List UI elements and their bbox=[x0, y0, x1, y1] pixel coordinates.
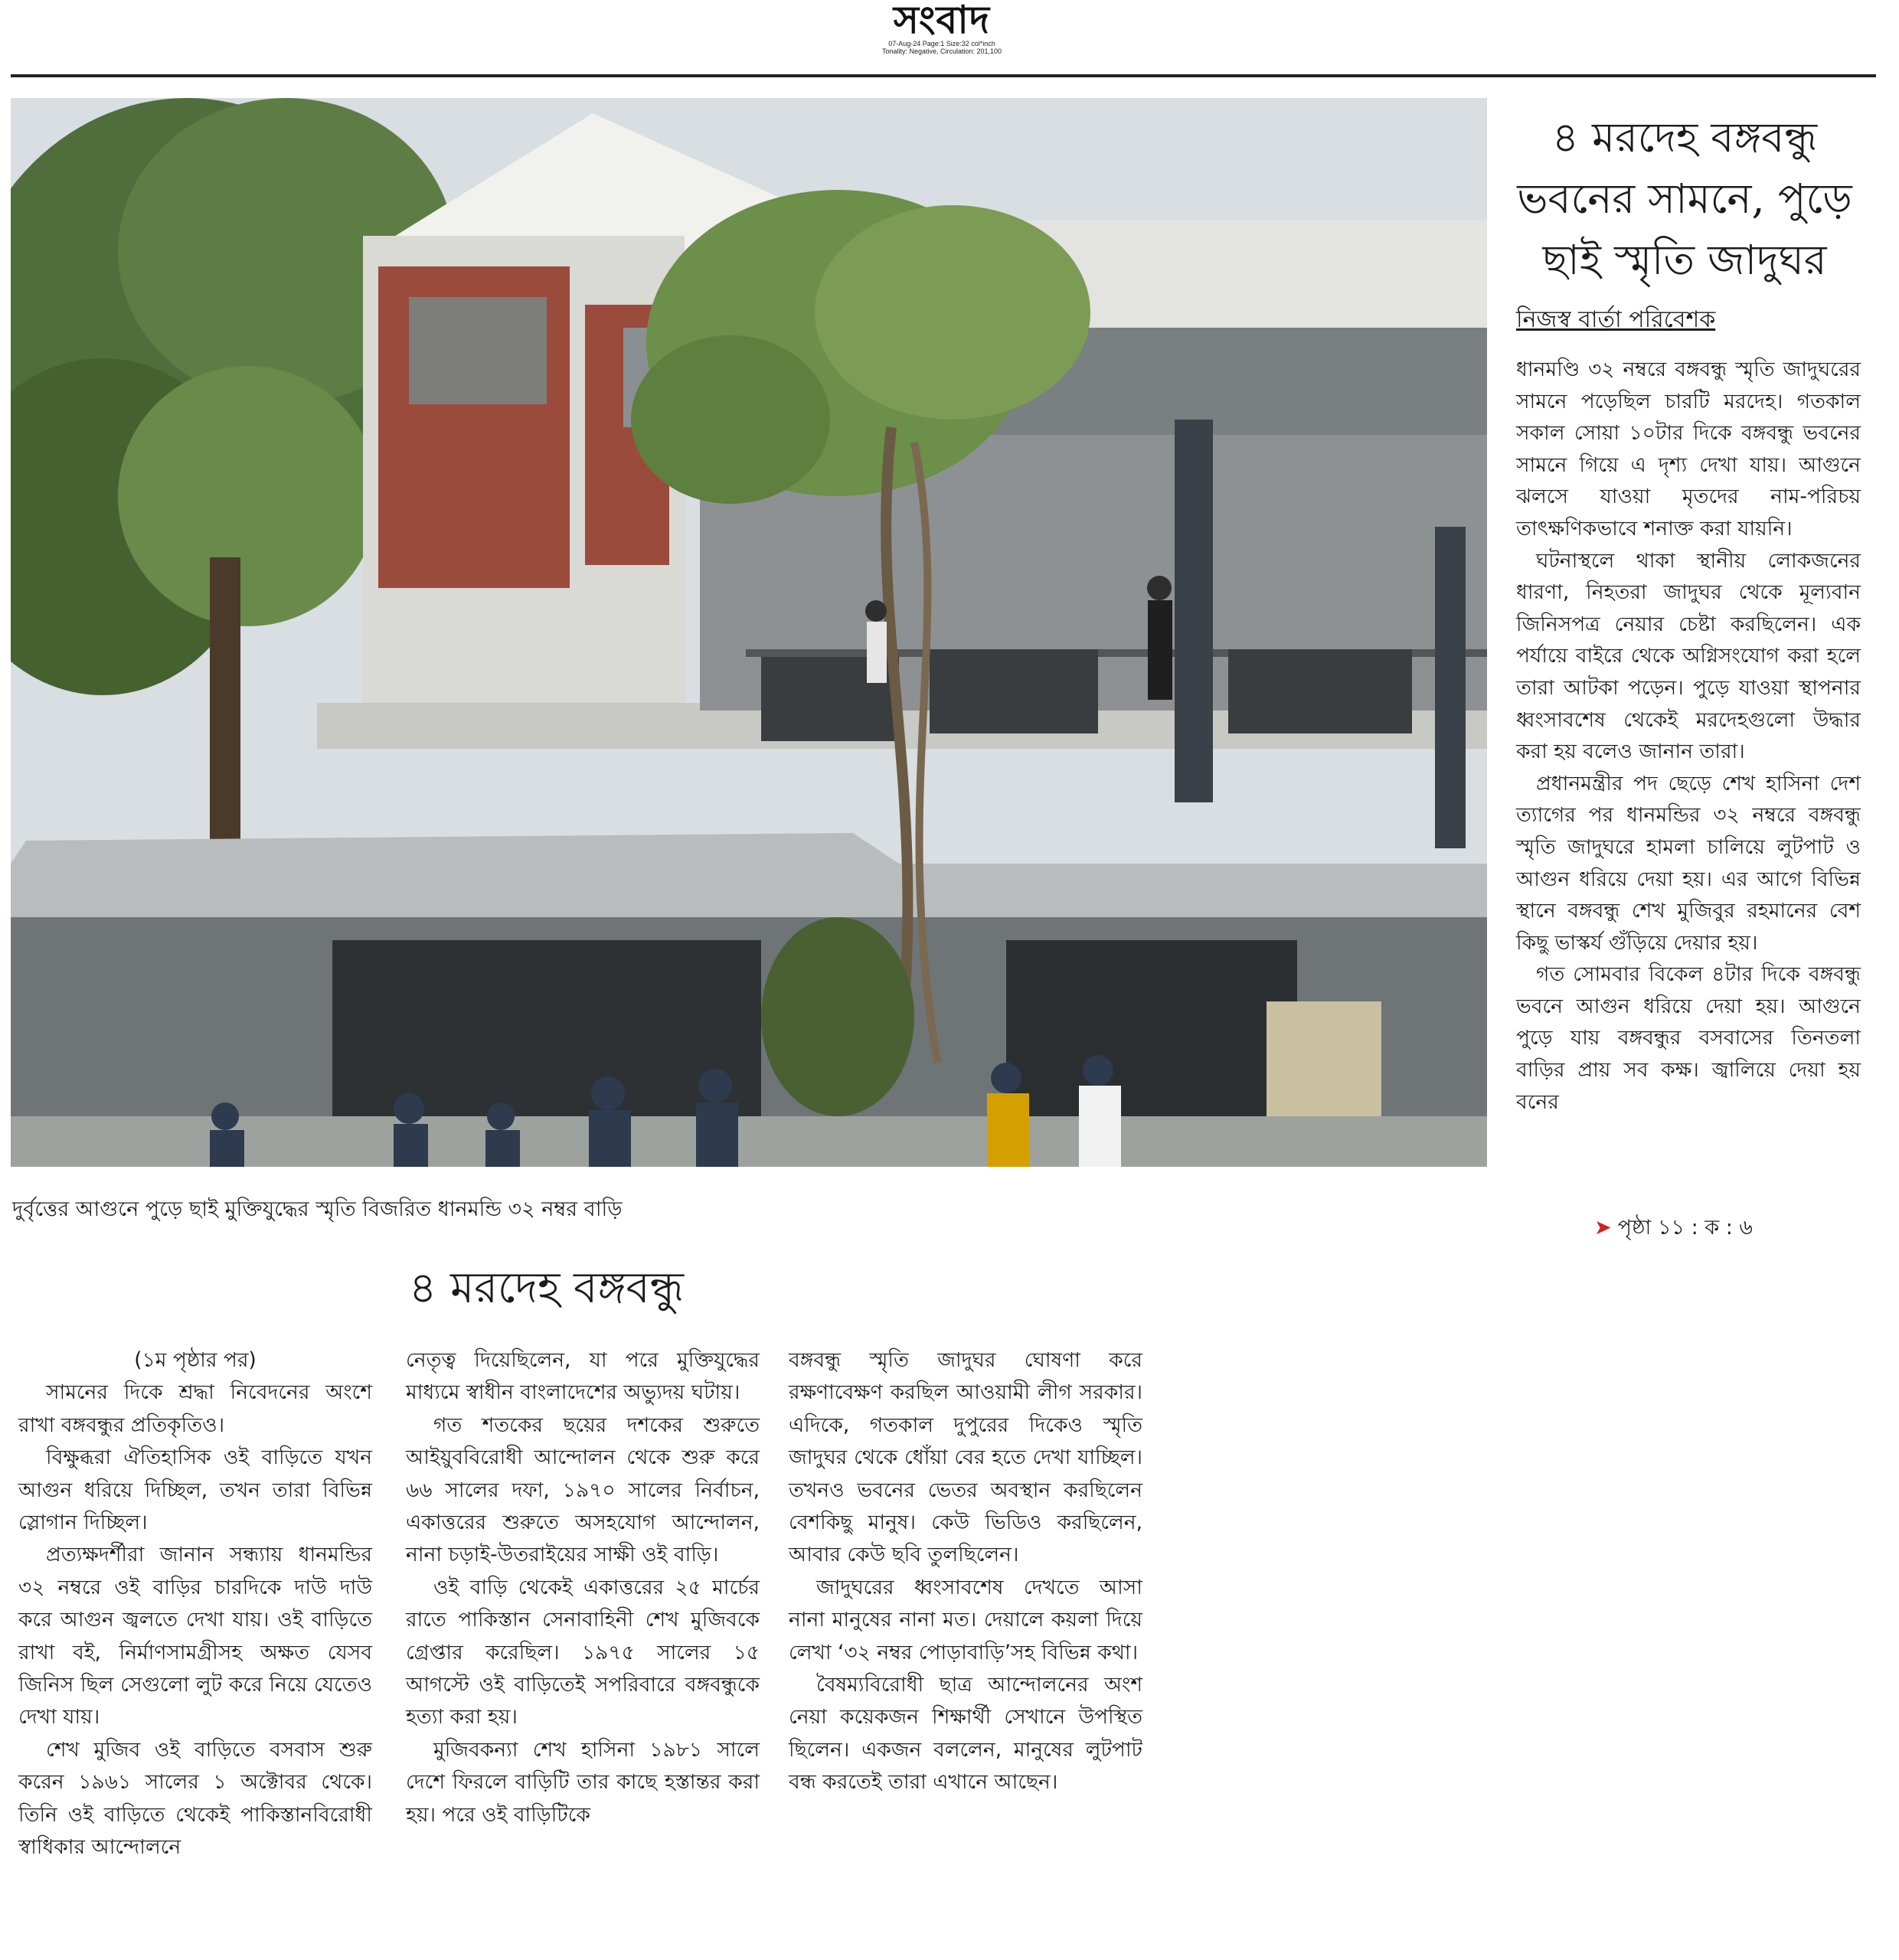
clipping-meta-line-2: Tonality: Negative, Circulation: 201,100 bbox=[881, 47, 1002, 55]
continuation-paragraph: সামনের দিকে শ্রদ্ধা নিবেদনের অংশে রাখা বঙ্গবন্ধুর প্রতিকৃতিও। bbox=[18, 1380, 372, 1437]
news-photo bbox=[11, 98, 1487, 1167]
jump-arrow-icon: ➤ bbox=[1594, 1216, 1612, 1240]
continuation-paragraph: প্রত্যক্ষদর্শীরা জানান সন্ধ্যায় ধানমন্ডির ৩২ নম্বরে ওই বাড়ির চারদিকে দাউ দাউ করে আগুন জ্বলতে দেখা যায়। ওই বাড়িতে রাখা বই, নির্মাণসামগ্রীসহ অক্ষত যেসব জিনিস ছিল সেগুলো লুট করে নিয়ে যেতেও দেখা যায়। bbox=[18, 1543, 372, 1730]
lead-headline bbox=[1493, 107, 1876, 291]
continuation-paragraph: বঙ্গবন্ধু স্মৃতি জাদুঘর ঘোষণা করে রক্ষণাবেক্ষণ করছিল আওয়ামী লীগ সরকার। এদিকে, গতকাল দুপুরের দিকেও স্মৃতি জাদুঘর থেকে ধোঁয়া বের হতে দেখা যাচ্ছিল। তখনও ভবনের ভেতর অবস্থান করছিলেন বেশকিছু মানুষ। কেউ ভিডিও করছিলেন, আবার কেউ ছবি তুলছিলেন। bbox=[789, 1348, 1142, 1567]
masthead-divider bbox=[11, 74, 1876, 77]
continuation-column-1 bbox=[18, 1344, 372, 1864]
masthead bbox=[842, 0, 1041, 54]
byline: নিজস্ব বার্তা পরিবেশক bbox=[1516, 306, 1716, 333]
continuation-paragraph: শেখ মুজিব ওই বাড়িতে বসবাস শুরু করেন ১৯৬১ সালের ১ অক্টোবর থেকে। তিনি ওই বাড়িতে থেকেই পাকিস্তানবিরোধী স্বাধিকার আন্দোলনে bbox=[18, 1737, 372, 1860]
continuation-headline: ৪ মরদেহ বঙ্গবন্ধু bbox=[409, 1263, 685, 1313]
continuation-paragraph: ওই বাড়ি থেকেই একাত্তরের ২৫ মার্চের রাতে পাকিস্তান সেনাবাহিনী শেখ মুজিবকে গ্রেপ্তার করেছিল। ১৯৭৫ সালের ১৫ আগস্টে ওই বাড়িতেই সপরিবারে বঙ্গবন্ধুকে হত্যা করা হয়। bbox=[406, 1575, 760, 1730]
continuation-paragraph: নেতৃত্ব দিয়েছিলেন, যা পরে মুক্তিযুদ্ধের মাধ্যমে স্বাধীন বাংলাদেশের অভ্যুদয় ঘটায়। bbox=[406, 1348, 760, 1405]
continuation-paragraph: মুজিবকন্যা শেখ হাসিনা ১৯৮১ সালে দেশে ফিরলে বাড়িটি তার কাছে হস্তান্তর করা হয়। পরে ওই বাড়িটিকে bbox=[406, 1737, 760, 1827]
continuation-paragraph: বৈষম্যবিরোধী ছাত্র আন্দোলনের অংশ নেয়া কয়েকজন শিক্ষার্থী সেখানে উপস্থিত ছিলেন। একজন বললেন, মানুষের লুটপাট বন্ধ করতেই তারা এখানে আছেন। bbox=[789, 1673, 1142, 1795]
lead-headline-line-1: ৪ মরদেহ বঙ্গবন্ধু bbox=[1551, 113, 1818, 162]
continuation-column-2 bbox=[406, 1344, 760, 1831]
continued-from-label: (১ম পৃষ্ঠার পর) bbox=[134, 1348, 257, 1372]
lead-paragraph: প্রধানমন্ত্রীর পদ ছেড়ে শেখ হাসিনা দেশ ত্যাগের পর ধানমন্ডির ৩২ নম্বরে বঙ্গবন্ধু স্মৃতি জাদুঘরে হামলা চালিয়ে লুটপাট ও আগুন ধরিয়ে দেয়া হয়। এর আগে বিভিন্ন স্থানে বঙ্গবন্ধু শেখ মুজিবুর রহমানের বেশ কিছু ভাস্কর্য গুঁড়িয়ে দেয়ার হয়। bbox=[1516, 771, 1861, 955]
lead-headline-line-3: ছাই স্মৃতি জাদুঘর bbox=[1542, 236, 1827, 284]
clipping-meta-line-1: 07-Aug-24 Page:1 Size:32 col*inch bbox=[888, 40, 995, 47]
continuation-paragraph: বিক্ষুব্ধরা ঐতিহাসিক ওই বাড়িতে যখন আগুন ধরিয়ে দিচ্ছিল, তখন তারা বিভিন্ন স্লোগান দিচ্ছিল। bbox=[18, 1446, 372, 1535]
lead-body bbox=[1516, 354, 1861, 1118]
newspaper-logo: সংবাদ bbox=[893, 0, 991, 42]
lead-paragraph: ঘটনাস্থলে থাকা স্থানীয় লোকজনের ধারণা, নিহতরা জাদুঘর থেকে মূল্যবান জিনিসপত্র নেয়ার চেষ্টা করছিলেন। এক পর্যায়ে বাইরে থেকে অগ্নিসংযোগ করা হলে তারা আটকা পড়েন। পুড়ে যাওয়া স্থাপনার ধ্বংসাবশেষ থেকেই মরদেহগুলো উদ্ধার করা হয় বলেও জানান তারা। bbox=[1516, 548, 1861, 764]
lead-paragraph: ধানমণ্ডি ৩২ নম্বরে বঙ্গবন্ধু স্মৃতি জাদুঘরের সামনে পড়েছিল চারটি মরদেহ। গতকাল সকাল সোয়া ১০টার দিকে বঙ্গবন্ধু ভবনের সামনে গিয়ে এ দৃশ্য দেখা যায়। আগুনে ঝলসে যাওয়া মৃতদের নাম-পরিচয় তাৎক্ষণিকভাবে শনাক্ত করা যায়নি। bbox=[1516, 358, 1861, 541]
continued-on-page bbox=[1594, 1214, 1753, 1242]
lead-headline-line-2: ভবনের সামনে, পুড়ে bbox=[1517, 175, 1852, 223]
continuation-paragraph: গত শতকের ছয়ের দশকের শুরুতে আইয়ুববিরোধী আন্দোলন থেকে শুরু করে ৬৬ সালের দফা, ১৯৭০ সালের নির্বাচন, একাত্তরের শুরুতে অসহযোগ আন্দোলন, নানা চড়াই-উতরাইয়ের সাক্ষী ওই বাড়ি। bbox=[406, 1413, 760, 1567]
lead-paragraph: গত সোমবার বিকেল ৪টার দিকে বঙ্গবন্ধু ভবনে আগুন ধরিয়ে দেয়া হয়। আগুনে পুড়ে যায় বঙ্গবন্ধুর বসবাসের তিনতলা বাড়ির প্রায় সব কক্ষ। জ্বালিয়ে দেয়া হয় বনের bbox=[1516, 962, 1861, 1114]
photo-caption: দুর্বৃত্তের আগুনে পুড়ে ছাই মুক্তিযুদ্ধের স্মৃতি বিজরিত ধানমন্ডি ৩২ নম্বর বাড়ি bbox=[12, 1197, 623, 1221]
continuation-column-3 bbox=[789, 1344, 1142, 1799]
continuation-paragraph: জাদুঘরের ধ্বংসাবশেষ দেখতে আসা নানা মানুষের নানা মত। দেয়ালে কয়লা দিয়ে লেখা ‘৩২ নম্বর পোড়াবাড়ি’সহ বিভিন্ন কথা। bbox=[789, 1575, 1142, 1664]
jump-reference: পৃষ্ঠা ১১ : ক : ৬ bbox=[1617, 1216, 1753, 1240]
